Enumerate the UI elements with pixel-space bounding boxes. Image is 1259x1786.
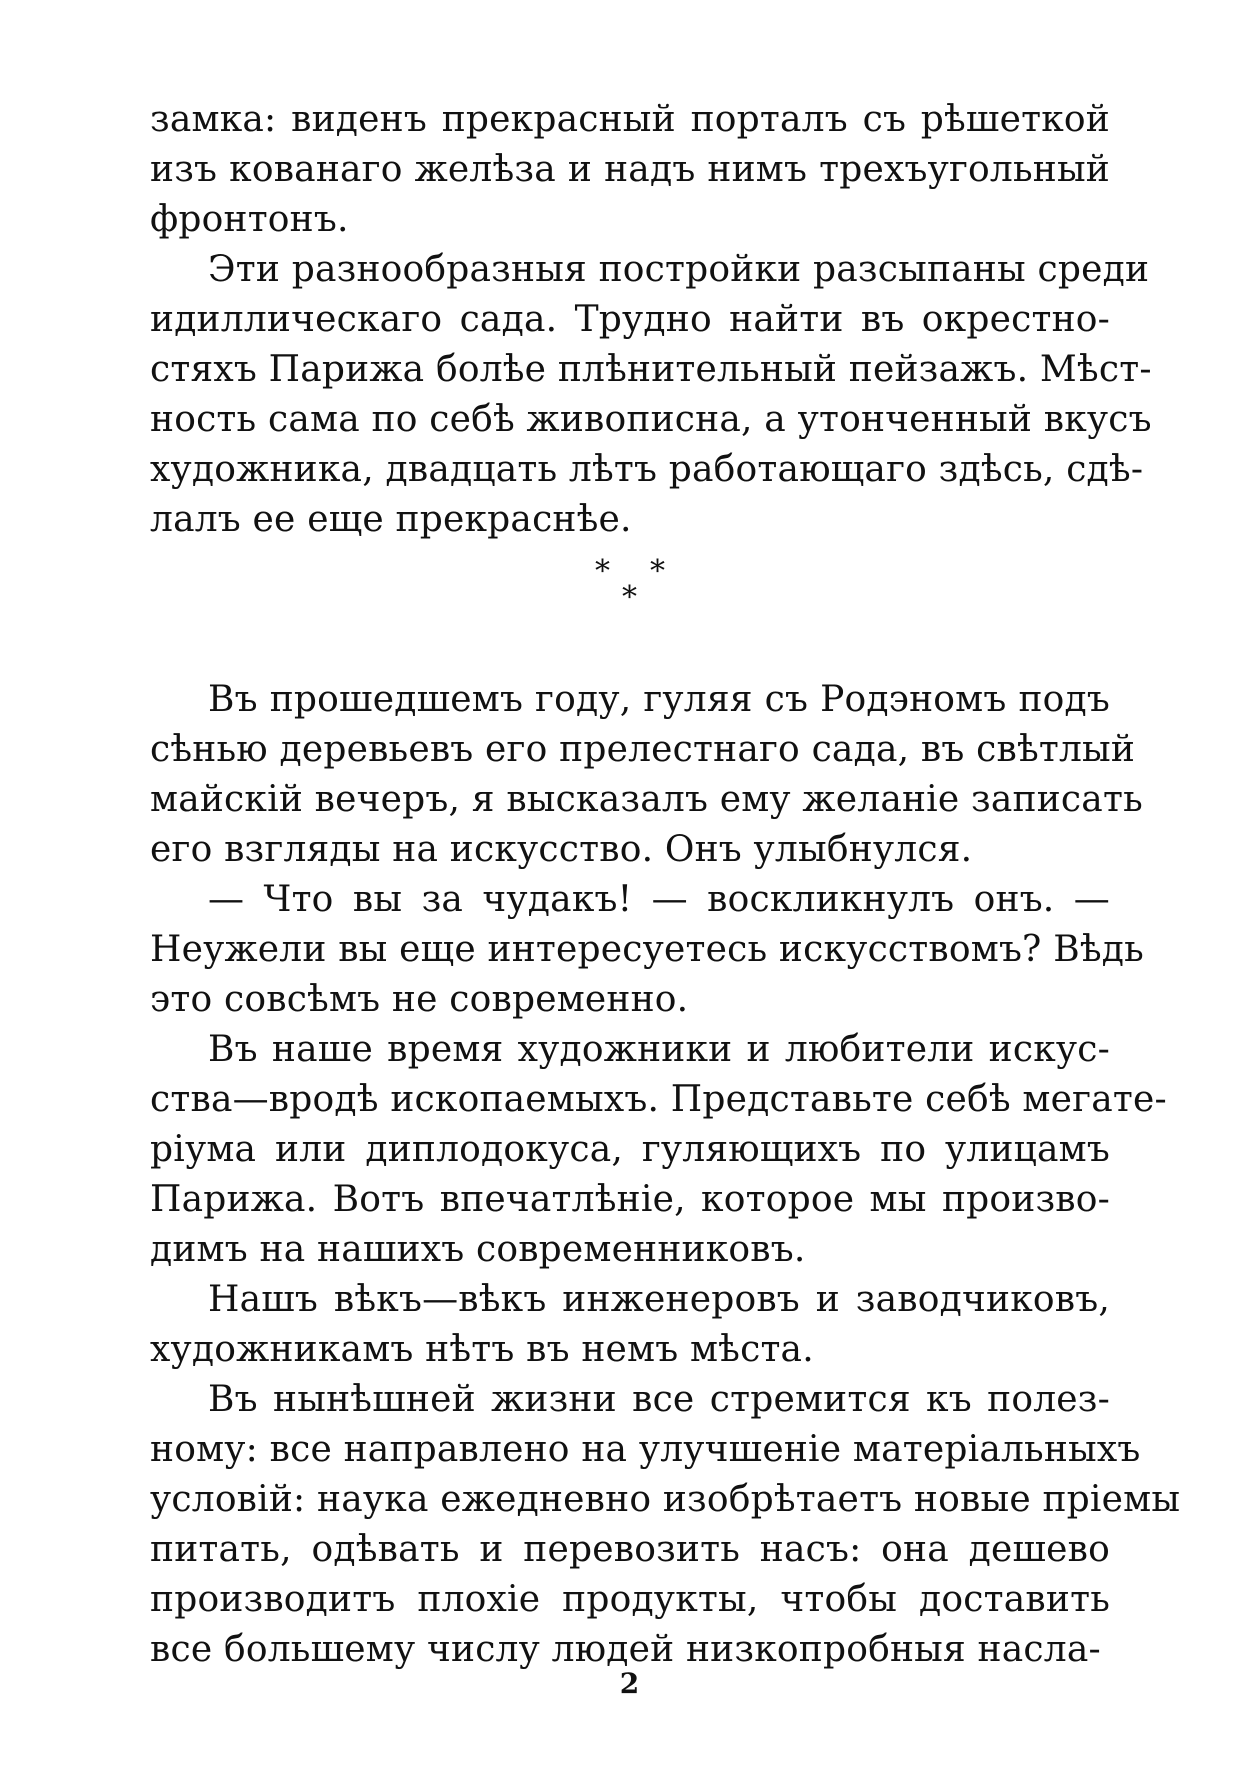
text-line: ному: все направлено на улучшеніе матеріальныхъ [150, 1429, 1141, 1470]
text-line: Въ прошедшемъ году, гуляя съ Родэномъ подъ [208, 679, 1110, 720]
text-line: лалъ ее еще прекраснѣе. [150, 499, 632, 540]
page-text [150, 95, 1181, 1675]
paragraph [150, 875, 1144, 1025]
paragraph [150, 675, 1143, 875]
paragraph [150, 1025, 1167, 1275]
text-line: Въ нынѣшней жизни все стремится къ полез- [208, 1379, 1110, 1420]
paragraph [150, 1275, 1110, 1375]
text-line: Парижа. Вотъ впечатлѣніе, которое мы произво- [150, 1179, 1110, 1220]
text-line: художника, двадцать лѣтъ работающаго здѣсь, сдѣ- [150, 449, 1144, 490]
page-number: 2 [619, 1667, 640, 1700]
text-line: художникамъ нѣтъ въ немъ мѣста. [150, 1329, 814, 1370]
asterism-star: * [622, 580, 637, 615]
text-line: изъ кованаго желѣза и надъ нимъ трехъугольный [150, 149, 1110, 190]
text-line: Нашъ вѣкъ—вѣкъ инженеровъ и заводчиковъ, [208, 1279, 1110, 1320]
text-line: питать, одѣвать и перевозить насъ: она дешево [150, 1529, 1110, 1570]
text-line: производитъ плохіе продукты, чтобы доставить [150, 1579, 1110, 1620]
paragraph [150, 1375, 1181, 1675]
paragraph [150, 245, 1152, 545]
text-line: майскій вечеръ, я высказалъ ему желаніе записать [150, 779, 1143, 820]
text-line: стяхъ Парижа болѣе плѣнительный пейзажъ. Мѣст- [150, 349, 1152, 390]
asterism-star: * [650, 554, 665, 589]
text-line: условій: наука ежедневно изобрѣтаетъ новые пріемы [150, 1479, 1181, 1520]
text-line: ріума или диплодокуса, гуляющихъ по улицамъ [150, 1129, 1110, 1170]
text-line: димъ на нашихъ современниковъ. [150, 1229, 806, 1270]
paragraph [150, 95, 1110, 245]
text-line: ность сама по себѣ живописна, а утонченный вкусъ [150, 399, 1152, 440]
text-line: это совсѣмъ не современно. [150, 979, 689, 1020]
asterism-divider [150, 545, 1110, 675]
text-line: ства—вродѣ ископаемыхъ. Представьте себѣ мегате- [150, 1079, 1167, 1120]
paragraphs-bottom [150, 675, 1181, 1675]
text-line: фронтонъ. [150, 199, 349, 240]
paragraphs-top [150, 95, 1152, 545]
text-line: его взгляды на искусство. Онъ улыбнулся. [150, 829, 973, 870]
text-line: все большему числу людей низкопробныя насла- [150, 1629, 1101, 1670]
asterism-star: * [595, 554, 610, 589]
text-line: сѣнью деревьевъ его прелестнаго сада, въ свѣтлый [150, 729, 1136, 770]
text-line: — Что вы за чудакъ! — воскликнулъ онъ. — [208, 879, 1110, 920]
text-line: идиллическаго сада. Трудно найти въ окрестно- [150, 299, 1110, 340]
text-line: замка: виденъ прекрасный порталъ съ рѣшеткой [150, 99, 1110, 140]
text-line: Эти разнообразныя постройки разсыпаны среди [208, 249, 1150, 290]
text-line: Въ наше время художники и любители искус- [208, 1029, 1110, 1070]
text-line: Неужели вы еще интересуетесь искусствомъ? Вѣдь [150, 929, 1144, 970]
